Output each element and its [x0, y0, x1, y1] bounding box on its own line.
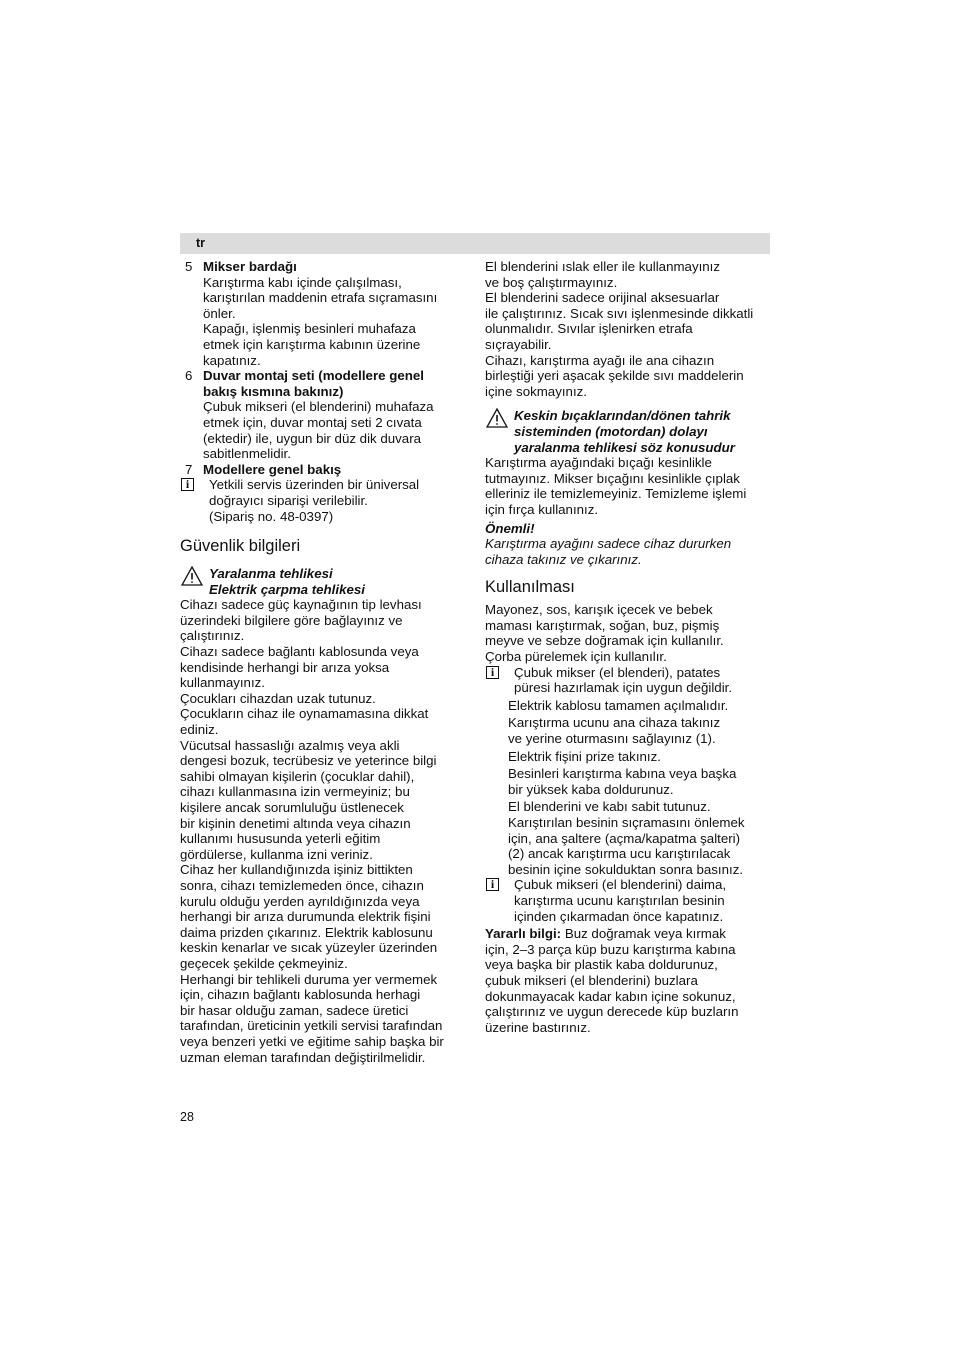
text-line: çalıştırınız ve uygun derecede küp buzların — [485, 1004, 739, 1020]
item-title: bakış kısmına bakınız) — [203, 383, 344, 399]
text-line: dokunmayacak kadar kabın içine sokunuz, — [485, 988, 736, 1004]
text-line: Çorba pürelemek için kullanılır. — [485, 649, 667, 665]
text-line: Elektrik kablosu tamamen açılmalıdır. — [508, 697, 729, 713]
info-note — [485, 665, 775, 696]
warning-icon — [181, 566, 203, 586]
item-6 — [180, 368, 470, 462]
text-line: Cihazı sadece bağlantı kablosunda veya — [180, 644, 419, 660]
item-7 — [180, 462, 470, 478]
text-line: Karıştırma ucunu ana cihaza takınız — [508, 715, 721, 731]
text-line: Cihaz her kullandığınızda işiniz bittikten — [180, 862, 413, 878]
warning-icon — [486, 408, 508, 428]
text-line: sıçrayabilir. — [485, 336, 552, 352]
text-line: Karıştırma ayağındaki bıçağı kesinlikle — [485, 455, 712, 471]
step — [508, 749, 775, 765]
blade-text — [485, 455, 775, 517]
tip-label: Yararlı bilgi: — [485, 926, 562, 942]
text-line: (Sipariş no. 48-0397) — [209, 508, 334, 524]
text-line: Mayonez, sos, karışık içecek ve bebek — [485, 602, 713, 618]
usage-heading: Kullanılması — [485, 578, 575, 597]
text-line: üzerindeki bilgilere göre bağlayınız ve — [180, 612, 403, 628]
text-line: Karıştırma kabı içinde çalışılması, — [203, 274, 402, 290]
text-line: karıştırma ucunu karıştırılan besinin — [514, 892, 725, 908]
text-line: bir kişinin denetimi altında veya cihazın — [180, 815, 411, 831]
text-line: Vücutsal hassaslığı azalmış veya akli — [180, 737, 400, 753]
text-line: püresi hazırlamak için uygun değildir. — [514, 680, 733, 696]
safety-text — [180, 597, 470, 1065]
info-note — [180, 477, 470, 524]
item-5 — [180, 259, 470, 368]
warning-line: Keskin bıçaklarından/dönen tahrik — [514, 408, 731, 424]
language-bar — [180, 233, 770, 254]
text-line: Çubuk mikseri (el blenderini) daima, — [514, 877, 727, 893]
text-line: kişilere ancak sorumluluğu üstlenecek — [180, 800, 404, 815]
text-line: (ektedir) ile, uygun bir düz dik duvara — [203, 430, 422, 446]
right-column — [485, 259, 775, 1035]
text-line: El blenderini ve kabı sabit tutunuz. — [508, 799, 711, 815]
text-line: etmek için karıştırma kabının üzerine — [203, 336, 421, 352]
text-line: dengesi bozuk, tecrübesiz ve yeterince bilgi — [180, 753, 437, 769]
usage-text — [485, 602, 775, 664]
text-line: cihaza takınız ve çıkarınız. — [485, 551, 642, 567]
text-line: için, cihazın bağlantı kablosunda herhagi — [180, 987, 421, 1003]
text-line: (2) ancak karıştırma ucu karıştırılacak — [508, 846, 731, 862]
info-icon: i — [181, 478, 194, 491]
text-line: veya benzeri yetki ve eğitime sahip başka bir — [180, 1033, 444, 1049]
step — [508, 698, 775, 714]
step — [508, 815, 775, 877]
text-line: için, ana şaltere (açma/kapatma şalteri) — [508, 830, 741, 846]
text-line: Elektrik fişini prize takınız. — [508, 748, 661, 764]
text-line: El blenderini sadece orijinal aksesuarlar — [485, 290, 720, 306]
left-column — [180, 259, 470, 1065]
warning-note — [485, 408, 775, 455]
text-line: kapatınız. — [203, 352, 261, 368]
text-line: Karıştırma ayağını sadece cihaz dururken — [485, 536, 732, 552]
language-tag: tr — [196, 236, 206, 250]
step — [508, 715, 775, 746]
text-line: herhangi bir arıza durumunda elektrik fişini — [180, 909, 431, 925]
text-line: Cihazı, karıştırma ayağı ile ana cihazın — [485, 352, 715, 368]
page-number: 28 — [180, 1110, 194, 1124]
text-line: çubuk mikseri (el blenderini) buzlara — [485, 972, 698, 988]
text-line: kullanımı hususunda yeterli eğitim — [180, 831, 381, 847]
item-title: Duvar montaj seti (modellere genel — [203, 368, 424, 384]
text-line: Çubuk mikser (el blenderi), patates — [514, 664, 721, 680]
text-line: kullanmayınız. — [180, 675, 265, 691]
usage-warnings — [485, 259, 775, 399]
warning-line: yaralanma tehlikesi söz konusudur — [514, 439, 735, 455]
text-line: El blenderini ıslak eller ile kullanmayınız — [485, 259, 721, 274]
step — [508, 799, 775, 815]
text-line: ve yerine oturmasını sağlayınız (1). — [508, 731, 716, 747]
text-line: uzman eleman tarafından değiştirilmelidir. — [180, 1049, 426, 1065]
text-line: Çocukları cihazdan uzak tutunuz. — [180, 690, 376, 706]
text-line: önler. — [203, 305, 236, 321]
text-line: Herhangi bir tehlikeli duruma yer vermemek — [180, 971, 438, 987]
usage-steps — [485, 698, 775, 878]
text-line: sabitlenmelidir. — [203, 446, 291, 462]
safety-heading: Güvenlik bilgileri — [180, 537, 301, 556]
important-label: Önemli! — [485, 520, 535, 536]
tip-first-line — [485, 926, 775, 942]
info-icon: i — [486, 666, 499, 679]
text-line: Kapağı, işlenmiş besinleri muhafaza — [203, 321, 416, 337]
text-line: Cihazı sadece güç kaynağının tip levhası — [180, 597, 422, 613]
step — [508, 766, 775, 797]
text-line: içinden çıkarmadan önce kapatınız. — [514, 908, 724, 924]
text-line: kurulu olduğu yerden ayrıldığınızda veya — [180, 893, 420, 909]
text-line: besinin içine sokulduktan sonra basınız. — [508, 861, 744, 877]
text-line: için fırça kullanınız. — [485, 501, 599, 517]
text-line: tutmayınız. Mikser bıçağını kesinlikle çıplak — [485, 470, 740, 486]
text-line: bir hasar olduğu zaman, sadece üretici — [180, 1002, 409, 1018]
text-line: üzerine bastırınız. — [485, 1019, 591, 1035]
text-line: sonra, cihazı temizlemeden önce, cihazın — [180, 877, 424, 893]
text-line: Karıştırılan besinin sıçramasını önlemek — [508, 815, 745, 830]
text-line: doğrayıcı siparişi verilebilir. — [209, 492, 368, 508]
text-line: cihazı kullanmasına izin vermeyiniz; bu — [180, 784, 410, 800]
text-line: daima prizden çıkarınız. Elektrik kablosunu — [180, 924, 433, 940]
item-number: 5 — [185, 259, 193, 274]
text-line: karıştırılan maddenin etrafa sıçramasını — [203, 290, 438, 306]
text-line: gördülerse, kullanma izni veriniz. — [180, 846, 373, 862]
text-line: keskin kenarlar ve sıcak yüzeyler üzerinden — [180, 940, 438, 956]
info-icon: i — [486, 878, 499, 891]
text-line: için, 2–3 parça küp buzu karıştırma kabına — [485, 941, 736, 957]
info-note — [485, 877, 775, 924]
text-line: veya başka bir plastik kaba doldurunuz, — [485, 957, 718, 973]
text-line: içine sokmayınız. — [485, 383, 587, 399]
text-line: birleştiği yeri aşacak şekilde sıvı maddelerin — [485, 368, 744, 384]
item-number: 7 — [185, 461, 193, 477]
tip-block — [485, 926, 775, 1035]
warning-note — [180, 566, 470, 597]
text-line: meyve ve sebze doğramak için kullanılır. — [485, 633, 724, 649]
text-line: tarafından, üreticinin yetkili servisi tarafından — [180, 1018, 443, 1034]
warning-line: Yaralanma tehlikesi — [209, 566, 333, 582]
text-line: geçecek şekilde çekmeyiniz. — [180, 955, 348, 971]
text-line: elleriniz ile temizlemeyiniz. Temizleme işlemi — [485, 486, 747, 502]
text-line: Çocukların cihaz ile oynamamasına dikkat — [180, 706, 429, 722]
text-line: çalıştırınız. — [180, 628, 245, 644]
text-line: ve boş çalıştırmayınız. — [485, 274, 618, 290]
item-title: Modellere genel bakış — [203, 461, 342, 477]
text-line: etmek için, duvar montaj seti 2 cıvata — [203, 414, 422, 430]
text-line: Çubuk mikseri (el blenderini) muhafaza — [203, 399, 434, 415]
text-line: olunmalıdır. Sıvılar işlenirken etrafa — [485, 321, 693, 337]
text-line: ediniz. — [180, 722, 219, 738]
item-title: Mikser bardağı — [203, 259, 297, 274]
text-line: sahibi olmayan kişilerin (çocuklar dahil), — [180, 768, 415, 784]
text-line: Besinleri karıştırma kabına veya başka — [508, 766, 737, 782]
warning-line: Elektrik çarpma tehlikesi — [209, 581, 365, 597]
text-line: kendisinde herhangi bir arıza yoksa — [180, 659, 390, 675]
text-line: ile çalıştırınız. Sıcak sıvı işlenmesinde dikkatli — [485, 305, 754, 321]
warning-line: sisteminden (motordan) dolayı — [514, 423, 708, 439]
tip-text: Buz doğramak veya kırmak — [561, 926, 726, 942]
text-line: bir yüksek kaba doldurunuz. — [508, 781, 674, 797]
text-line: Yetkili servis üzerinden bir üniversal — [209, 477, 420, 493]
text-line: maması karıştırmak, soğan, buz, pişmiş — [485, 617, 720, 633]
item-number: 6 — [185, 368, 193, 384]
